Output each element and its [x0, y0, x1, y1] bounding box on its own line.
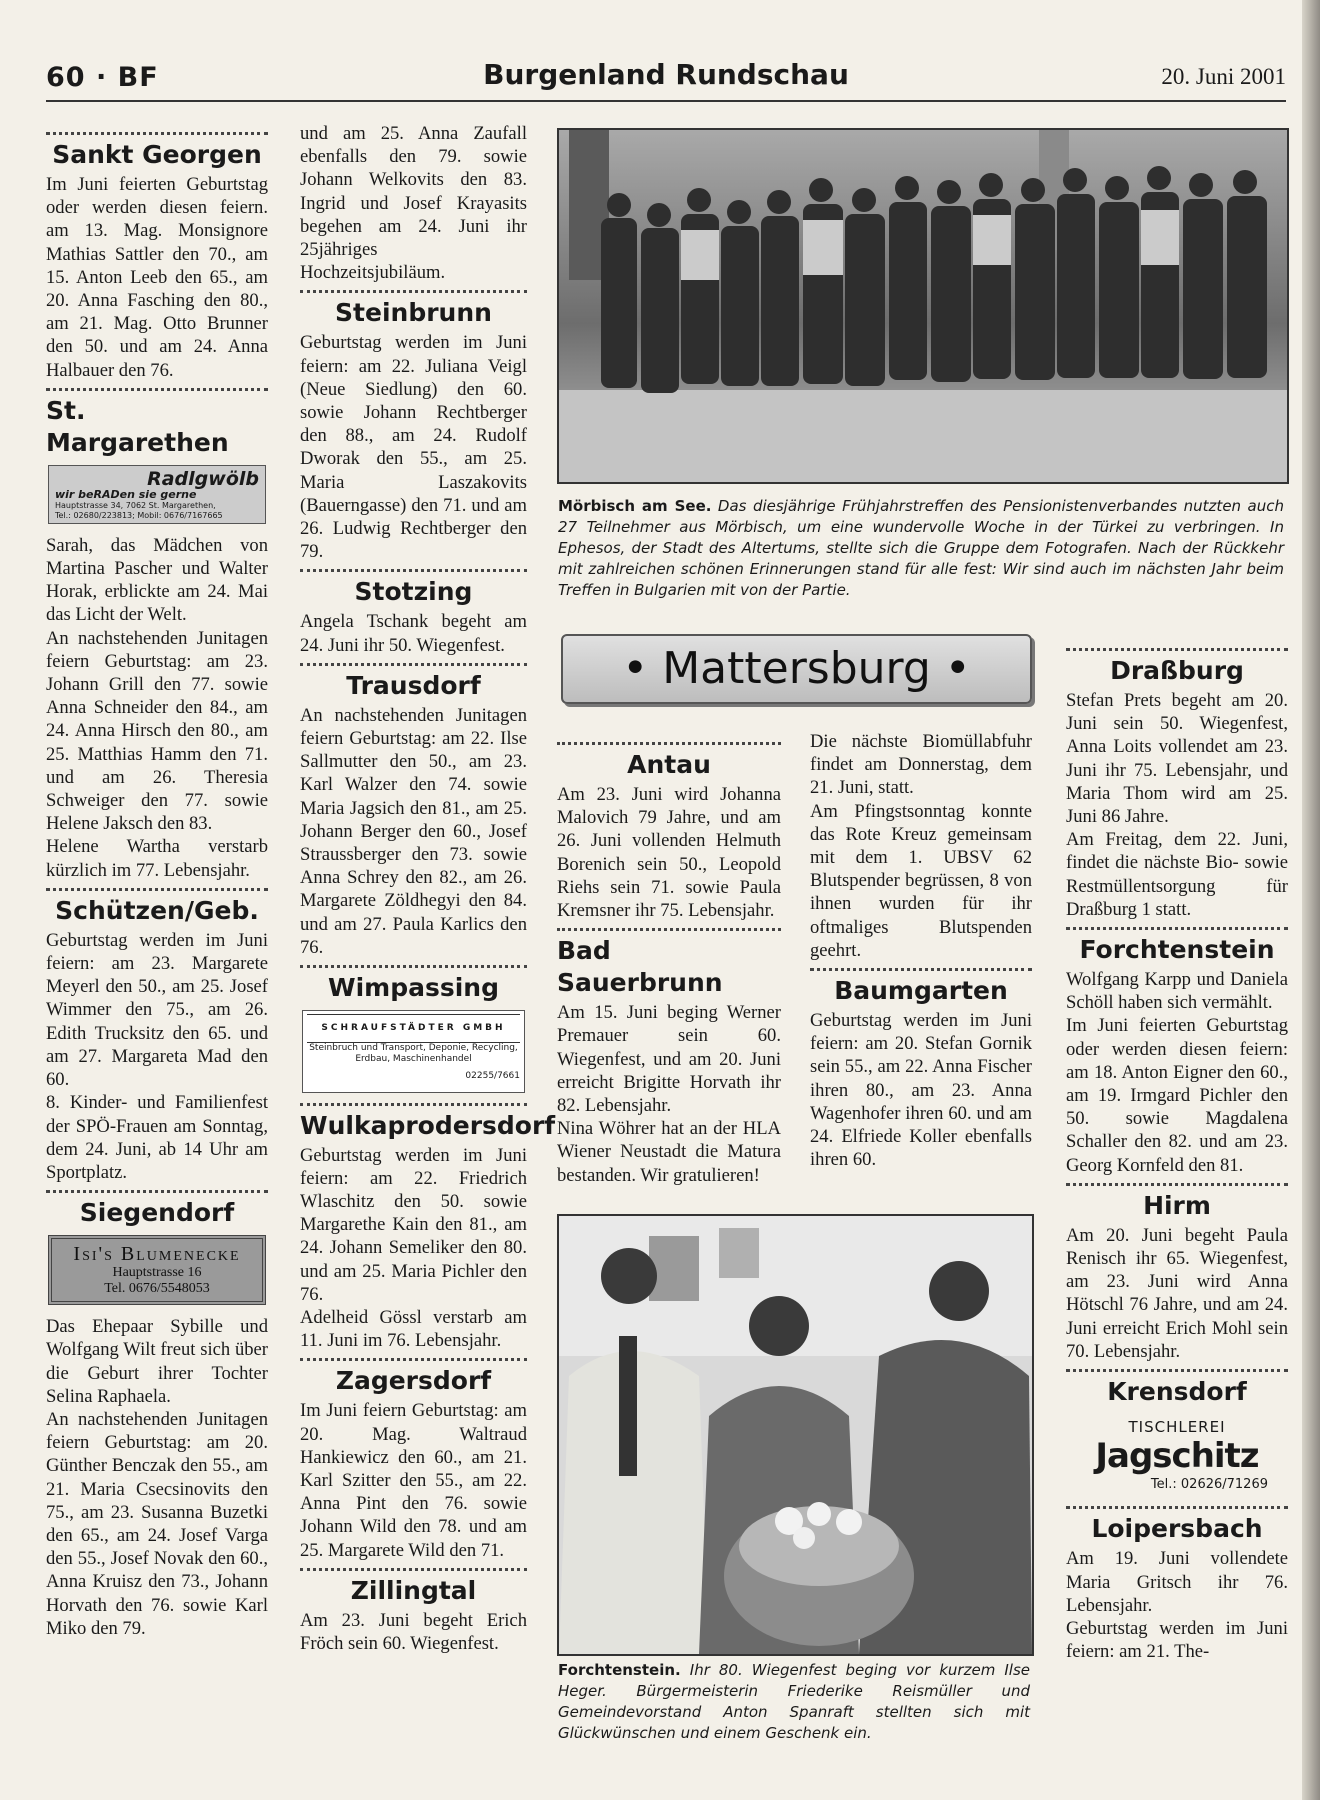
- heading-schuetzen: Schützen/Geb.: [55, 895, 259, 925]
- article-text: An nachstehenden Junitagen feiern Geburtstag: am 22. Ilse Sallmutter den 50., am 23. Karl Walzer den 74. sowie Maria Jagsich den 81., am 25. Johann Berger den 60., Josef Straussberger den 73. sowie Anna Schrey den 82., am 26. Margarete Zöldhegyi den 84. und am 27. Paula Karlics den 76.: [300, 704, 527, 958]
- caption-text: Das diesjährige Frühjahrstreffen des Pensionistenverbandes nutzten auch 27 Teilnehmer aus Mörbisch, um eine wundervolle Woche in der Türkei zu verbringen. In Ephesos, der Stadt des Altertums, stellte sich die Gruppe dem Fotografen. Nach der Rückkehr mit zahlreichen schönen Erinnerungen stand für alle fest: Wir sind auch im nächsten Jahr beim Treffen in Bulgarien mit von der Partie.: [558, 497, 1284, 599]
- article-text: Am Freitag, dem 22. Juni, findet die nächste Bio- sowie Restmüllentsorgung für Draßburg 1 statt.: [1066, 829, 1288, 920]
- ad-services-2: Erdbau, Maschinenhandel: [355, 1054, 472, 1065]
- heading-baumgarten: Baumgarten: [834, 976, 1008, 1006]
- heading-bad-sauerbrunn: Bad Sauerbrunn: [557, 936, 723, 998]
- divider: [300, 1103, 527, 1106]
- article-text: und am 25. Anna Zaufall ebenfalls den 79. sowie Johann Welkovits den 83. Ingrid und Josef Krayasits begehen am 24. Juni ihr 25jähriges Hochzeitsjubiläum.: [300, 123, 527, 284]
- heading-drassburg: Draßburg: [1110, 656, 1244, 685]
- heading-siegendorf: Siegendorf: [79, 1198, 235, 1228]
- page-number: 60 · BF: [46, 62, 159, 93]
- divider: [300, 663, 527, 666]
- article-text: Am 23. Juni wird Johanna Malovich 79 Jahre, und am 26. Juni vollenden Helmuth Borenich sein 50., Leopold Riehs sein 71. sowie Paula Kremsner ihr 75. Lebensjahr.: [557, 784, 781, 922]
- birthday-photo-caption: [558, 1660, 1030, 1744]
- ad-phone: Tel.: 02680/223813; Mobil: 0676/7167665: [55, 510, 223, 520]
- article-text: Geburtstag werden im Juni feiern: am 20. Stefan Gornik sein 55., am 22. Anna Fischer ihren 80., am 23. Anna Wagenhofer ihren 60. und am 24. Elfriede Koller ebenfalls ihren 60.: [810, 1010, 1032, 1171]
- section-banner-mattersburg: • Mattersburg •: [561, 634, 1032, 704]
- heading-antau: Antau: [627, 750, 711, 779]
- divider: [810, 968, 1032, 971]
- divider: [1066, 1506, 1288, 1509]
- heading-hirm: Hirm: [1143, 1190, 1211, 1220]
- ad-blumenecke: [48, 1235, 266, 1305]
- ad-address: Hauptstrasse 16: [112, 1265, 202, 1281]
- heading-trausdorf: Trausdorf: [346, 670, 481, 700]
- article-text: Am 15. Juni beging Werner Premauer sein 60. Wiegenfest, und am 20. Juni erreicht Brigitte Horvath ihr 82. Lebensjahr.: [557, 1002, 781, 1117]
- ad-title: Radlgwölb: [147, 467, 259, 490]
- heading-loipersbach: Loipersbach: [1091, 1514, 1263, 1544]
- ad-phone: 02255/7661: [465, 1071, 520, 1082]
- article-text: Geburtstag werden im Juni feiern: am 22. Friedrich Wlaschitz den 50. sowie Margarethe Kain den 81., am 24. Johann Semeliker den 80. und am 25. Maria Pichler den 76.: [300, 1144, 527, 1305]
- ad-title: Jagschitz: [1095, 1436, 1259, 1477]
- heading-zagersdorf: Zagersdorf: [335, 1366, 492, 1396]
- article-text: Am Pfingstsonntag konnte das Rote Kreuz gemeinsam mit dem 1. UBSV 62 Blutspender begrüssen, 8 von ihnen wurden für ihr oftmaliges Blutspenden geehrt.: [810, 800, 1032, 961]
- ad-schraufstaedter: [302, 1010, 525, 1092]
- divider: [300, 1358, 527, 1361]
- ad-phone: Tel.: 02626/71269: [1150, 1477, 1268, 1493]
- article-text: Geburtstag werden im Juni feiern: am 23. Margarete Meyerl den 50., am 25. Josef Wimmer den 75., am 26. Edith Trucksitz den 65. und am 27. Margareta Mad den 60.: [46, 929, 268, 1091]
- newspaper-title: Burgenland Rundschau: [483, 58, 849, 91]
- caption-text: Ihr 80. Wiegenfest beging vor kurzem Ilse Heger. Bürgermeisterin Friederike Reismüller und Gemeindevorstand Anton Spanraft stellten sich mit Glückwünschen und einem Geschenk ein.: [558, 1661, 1030, 1742]
- column-2: [300, 122, 556, 1655]
- article-text: Adelheid Gössl verstarb am 11. Juni im 76. Lebensjahr.: [300, 1306, 527, 1352]
- divider: [1066, 927, 1288, 930]
- heading-forchtenstein: Forchtenstein: [1079, 935, 1275, 965]
- article-text: Geburtstag werden im Juni feiern: am 21. The-: [1066, 1618, 1288, 1663]
- heading-zillingtal: Zillingtal: [350, 1575, 477, 1605]
- ad-title: SCHRAUFSTÄDTER GMBH: [307, 1014, 520, 1043]
- divider: [46, 388, 268, 391]
- article-text: Geburtstag werden im Juni feiern: am 22. Juliana Veigl (Neue Siedlung) den 60. sowie Johann Rechtberger den 88., am 24. Rudolf Dworak den 55., am 25. Maria Laszakovits (Bauerngasse) den 71. und am 26. Ludwig Rechtberger den 79.: [300, 332, 527, 563]
- divider: [300, 290, 527, 293]
- masthead: [46, 58, 1286, 98]
- article-text: Stefan Prets begeht am 20. Juni sein 50. Wiegenfest, Anna Loits vollendet am 23. Juni ihr 75. Lebensjahr, und Maria Thom wird am 25. Juni 86 Jahre.: [1066, 690, 1288, 828]
- article-text: Sarah, das Mädchen von Martina Pascher und Walter Horak, erblickte am 24. Mai das Licht der Welt.: [46, 534, 268, 626]
- article-text: Im Juni feierten Geburtstag oder werden diesen feiern. am 13. Mag. Monsignore Mathias Sattler den 70., am 15. Anton Leeb den 65., am 20. Anna Fasching den 80., am 21. Mag. Otto Brunner den 50. und am 24. Anna Halbauer den 76.: [46, 174, 268, 381]
- article-text: Angela Tschank begeht am 24. Juni ihr 50. Wiegenfest.: [300, 611, 527, 656]
- birthday-photo: [557, 1214, 1034, 1656]
- divider: [1066, 648, 1288, 651]
- ad-services: Steinbruch und Transport, Deponie, Recycling,: [309, 1043, 518, 1054]
- column-4: [810, 730, 1032, 1171]
- article-text: Wolfgang Karpp und Daniela Schöll haben sich vermählt.: [1066, 969, 1288, 1014]
- heading-wulkaprodersdorf: Wulkaprodersdorf: [300, 1110, 556, 1140]
- page-edge-shadow: [1302, 0, 1320, 1800]
- divider: [300, 569, 527, 572]
- divider: [46, 888, 268, 891]
- article-text: Im Juni feierten Geburtstag oder werden diesen feiern: am 18. Anton Eigner den 60., am 19. Irmgard Pichler den 50. sowie Magdalena Schaller den 82. und am 23. Georg Kornfeld den 81.: [1066, 1015, 1288, 1176]
- heading-wimpassing: Wimpassing: [328, 973, 499, 1003]
- article-text: Helene Wartha verstarb kürzlich im 77. Lebensjahr.: [46, 836, 268, 881]
- issue-date: 20. Juni 2001: [1161, 64, 1286, 89]
- article-text: Am 19. Juni vollendete Maria Gritsch ihr 76. Lebensjahr.: [1066, 1548, 1288, 1616]
- group-photo-image: [559, 130, 1287, 482]
- heading-stotzing: Stotzing: [354, 577, 473, 607]
- article-text: Am 20. Juni begeht Paula Renisch ihr 65. Wiegenfest, am 23. Juni wird Anna Hötschl 76 Jahre, und am 24. Juni erreicht Erich Mohl sein 70. Lebensjahr.: [1066, 1224, 1288, 1362]
- heading-krensdorf: Krensdorf: [1107, 1377, 1247, 1407]
- group-photo: [557, 128, 1289, 484]
- ad-title: Isi's Blumenecke: [73, 1243, 241, 1266]
- article-text: Das Ehepaar Sybille und Wolfgang Wilt freut sich über die Geburt ihrer Tochter Selina Raphaela.: [46, 1316, 268, 1407]
- heading-sankt-georgen: Sankt Georgen: [52, 140, 262, 169]
- article-text: Nina Wöhrer hat an der HLA Wiener Neustadt die Matura bestanden. Wir gratulieren!: [557, 1118, 781, 1186]
- column-3: [557, 736, 781, 1187]
- divider: [46, 132, 268, 135]
- ad-subtitle: TISCHLEREI: [1128, 1418, 1226, 1437]
- column-5: [1066, 642, 1288, 1664]
- column-1: [46, 126, 268, 1640]
- divider: [557, 742, 781, 745]
- divider: [300, 1568, 527, 1571]
- ad-radlgwoelb: [48, 465, 266, 524]
- group-photo-caption: [558, 496, 1284, 601]
- divider: [1066, 1183, 1288, 1186]
- article-text: An nachstehenden Junitagen feiern Geburtstag: am 23. Johann Grill den 77. sowie Anna Schneider den 84., am 24. Anna Hirsch den 80., am 25. Matthias Hamm den 71. und am 26. Theresia Schweiger den 77. sowie Helene Jaksch den 83.: [46, 627, 268, 835]
- divider: [1066, 1369, 1288, 1372]
- heading-steinbrunn: Steinbrunn: [335, 298, 492, 328]
- ad-address: Hauptstrasse 34, 7062 St. Margarethen,: [55, 500, 216, 510]
- divider: [557, 928, 781, 931]
- caption-place: Forchtenstein.: [558, 1661, 681, 1679]
- article-text: 8. Kinder- und Familienfest der SPÖ-Frauen am Sonntag, dem 24. Juni, ab 14 Uhr am Sportplatz.: [46, 1092, 268, 1183]
- heading-st-margarethen: St. Margarethen: [46, 395, 229, 457]
- divider: [46, 1190, 268, 1193]
- caption-place: Mörbisch am See.: [558, 497, 712, 515]
- article-text: Die nächste Biomüllabfuhr findet am Donnerstag, dem 21. Juni, statt.: [810, 731, 1032, 799]
- ad-tischlerei-jagschitz: [1066, 1416, 1288, 1496]
- divider: [300, 965, 527, 968]
- ad-phone: Tel. 0676/5548053: [104, 1281, 210, 1297]
- article-text: An nachstehenden Junitagen feiern Geburtstag: am 20. Günther Benczak den 55., am 21. Maria Csecsinovits den 75., am 23. Susanna Buzetki den 65., am 24. Josef Varga den 55., Josef Novak den 60., Anna Kruisz den 73., Johann Horvath den 76. sowie Karl Miko den 79.: [46, 1408, 268, 1639]
- article-text: Im Juni feiern Geburtstag: am 20. Mag. Waltraud Hankiewicz den 60., am 21. Karl Szitter den 55., am 22. Anna Pint den 76. sowie Johann Wild den 78. und am 25. Margarete Wild den 71.: [300, 1400, 527, 1561]
- article-text: Am 23. Juni begeht Erich Fröch sein 60. Wiegenfest.: [300, 1609, 527, 1654]
- ad-slogan: wir beRADen sie gerne: [55, 487, 197, 501]
- birthday-photo-image: [559, 1216, 1032, 1654]
- masthead-rule: [46, 100, 1286, 102]
